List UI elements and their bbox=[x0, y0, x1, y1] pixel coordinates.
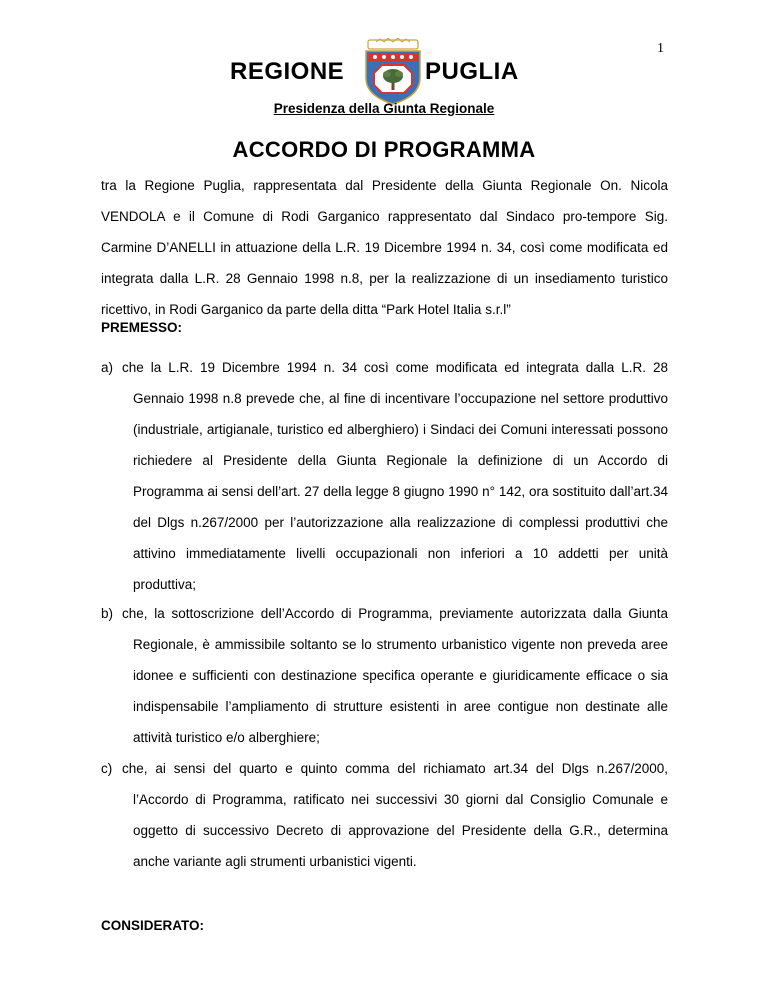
item-label: a) bbox=[101, 360, 114, 375]
item-first-line: che la L.R. 19 Dicembre 1994 n. 34 così come modificata ed integrata dalla L.R. 28 bbox=[122, 360, 668, 375]
item-label: c) bbox=[101, 761, 113, 776]
region-crest-icon bbox=[360, 38, 426, 106]
item-label: b) bbox=[101, 606, 114, 621]
item-continuation: Gennaio 1998 n.8 prevede che, al fine di incentivare l’occupazione nel settore produttivo (industriale, artigianale, turistico ed alberghiero) i Sindaci dei Comuni interessati possono richiedere al Presidente della Giunta Regionale la definizione di un Accordo di Programma ai sensi dell’art. 27 della legge 8 giugno 1990 n° 142, ora sostituito dall’art.34 del Dlgs n.267/2000 per l’autorizzazione alla realizzazione di complessi produttivi che attivino immediatamente livelli occupazionali non inferiori a 10 addetti per unità produttiva; bbox=[133, 391, 668, 592]
header-puglia: PUGLIA bbox=[425, 58, 519, 85]
premesso-item-a bbox=[101, 352, 668, 600]
header-regione: REGIONE bbox=[230, 58, 345, 85]
item-first-line: che, la sottoscrizione dell’Accordo di Programma, previamente autorizzata dalla Giunta bbox=[122, 606, 668, 621]
premesso-heading: PREMESSO: bbox=[101, 320, 183, 335]
considerato-heading: CONSIDERATO: bbox=[101, 918, 205, 933]
subtitle-presidenza: Presidenza della Giunta Regionale bbox=[273, 101, 495, 116]
document-title: ACCORDO DI PROGRAMMA bbox=[232, 137, 536, 162]
crest-banner bbox=[368, 40, 418, 49]
item-continuation: l’Accordo di Programma, ratificato nei successivi 30 giorni dal Consiglio Comunale e oggetto di successivo Decreto di approvazione del Presidente della G.R., determina anche variante agli strumenti urbanistici vigenti. bbox=[133, 792, 668, 869]
page-number: 1 bbox=[657, 41, 664, 56]
intro-paragraph: tra la Regione Puglia, rappresentata dal Presidente della Giunta Regionale On. Nicola VENDOLA e il Comune di Rodi Garganico rappresentato dal Sindaco pro-tempore Sig. Carmine D’ANELLI in attuazione della L.R. 19 Dicembre 1994 n. 34, così come modificata ed integrata dalla L.R. 28 Gennaio 1998 n.8, per la realizzazione di un insediamento turistico ricettivo, in Rodi Garganico da parte della ditta “Park Hotel Italia s.r.l” bbox=[101, 178, 668, 317]
premesso-item-b bbox=[101, 598, 668, 753]
item-first-line: che, ai sensi del quarto e quinto comma del richiamato art.34 del Dlgs n.267/2000, bbox=[122, 761, 668, 776]
premesso-item-c bbox=[101, 753, 668, 877]
item-continuation: Regionale, è ammissibile soltanto se lo strumento urbanistico vigente non preveda aree idonee e sufficienti con destinazione specifica operante e giuridicamente efficace o sia indispensabile l’ampliamento di strutture esistenti in aree contigue non destinate alle attività turistico e/o alberghiere; bbox=[133, 637, 668, 745]
